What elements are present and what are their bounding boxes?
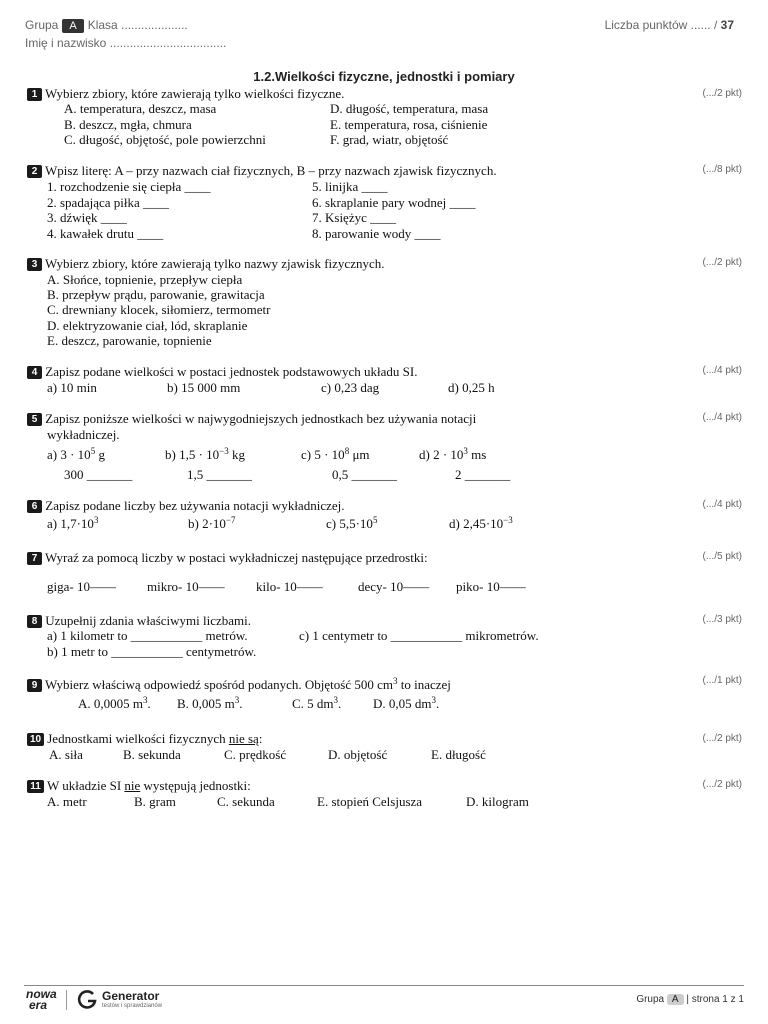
answer-blank[interactable]: 2 _______ <box>455 467 511 482</box>
points-badge: (.../4 pkt) <box>702 499 742 510</box>
option: a) $1,7\cdot 10^3$ <box>47 515 99 531</box>
option: c) 1 centymetr to ___________ mikrometrów. <box>299 628 539 643</box>
option: b) $1,5 \cdot 10^{-3}$ kg <box>165 446 245 462</box>
option: b) $2\cdot 10^{-7}$ <box>188 515 236 531</box>
option: decy- 10—— <box>358 579 430 594</box>
option: B. deszcz, mgła, chmura <box>64 117 192 132</box>
question-2 <box>27 163 497 179</box>
answer-blank[interactable]: 300 _______ <box>64 467 133 482</box>
question-text: Wpisz literę: A – przy nazwach ciał fizycznych, B – przy nazwach zjawisk fizycznych. <box>45 163 497 178</box>
option: A. 0,0005 $m^3$. <box>78 695 151 711</box>
question-6 <box>27 498 345 514</box>
option: c) $5 \cdot 10^8$ μm <box>301 446 370 462</box>
option: A. siła <box>49 747 83 762</box>
option: 7. Księżyc ____ <box>312 210 397 225</box>
points-badge: (.../2 pkt) <box>702 733 742 744</box>
question-text: Zapisz poniższe wielkości w najwygodniejszych jednostkach bez używania notacji <box>45 411 477 426</box>
option: D. długość, temperatura, masa <box>330 101 489 116</box>
question-8 <box>27 613 251 629</box>
points-badge: (.../1 pkt) <box>702 675 742 686</box>
generator-subtitle: testów i sprawdzianów <box>102 1003 163 1009</box>
option: E. deszcz, parowanie, topnienie <box>47 333 212 348</box>
option: a) $3 \cdot 10^5$ g <box>47 446 105 462</box>
option: E. stopień Celsjusza <box>317 794 423 809</box>
option: 2. spadająca piłka ____ <box>47 195 170 210</box>
question-number: 3 <box>27 258 42 271</box>
option: E. temperatura, rosa, ciśnienie <box>330 117 488 132</box>
question-3 <box>27 256 385 272</box>
option: 3. dźwięk ____ <box>47 210 127 225</box>
option: D. 0,05 $dm^3$. <box>373 695 440 711</box>
question-11: 11 W układzie SI nie występują jednostki: <box>27 778 251 794</box>
option: C. 5 $dm^3$. <box>292 695 342 711</box>
option: D. objętość <box>328 747 388 762</box>
question-number: 11 <box>27 780 44 793</box>
footer-group-badge: A <box>667 994 684 1005</box>
points-badge: (.../4 pkt) <box>702 412 742 423</box>
option: a) 10 min <box>47 380 97 395</box>
option: 8. parowanie wody ____ <box>312 226 441 241</box>
group-class-line <box>25 18 188 33</box>
question-text: Uzupełnij zdania właściwymi liczbami. <box>45 613 252 628</box>
points-badge: (.../2 pkt) <box>702 257 742 268</box>
option: c) $5,5\cdot 10^5$ <box>326 515 378 531</box>
option: mikro- 10—— <box>147 579 225 594</box>
question-text: Wybierz zbiory, które zawierają tylko wielkości fizyczne. <box>45 86 345 101</box>
option: A. Słońce, topnienie, przepływ ciepła <box>47 272 243 287</box>
group-label: Grupa <box>25 18 59 32</box>
option: B. przepływ prądu, parowanie, grawitacja <box>47 287 265 302</box>
option: A. temperatura, deszcz, masa <box>64 101 217 116</box>
option: C. sekunda <box>217 794 275 809</box>
question-text: Wyraź za pomocą liczby w postaci wykładniczej następujące przedrostki: <box>45 550 428 565</box>
points-badge: (.../3 pkt) <box>702 614 742 625</box>
option: B. gram <box>134 794 176 809</box>
option: 1. rozchodzenie się ciepła ____ <box>47 179 211 194</box>
option: d) $2 \cdot 10^3$ ms <box>419 446 487 462</box>
option: 5. linijka ____ <box>312 179 388 194</box>
page-title: 1.2.Wielkości fizyczne, jednostki i pomiary <box>253 69 515 84</box>
question-number: 5 <box>27 413 42 426</box>
question-number: 2 <box>27 165 42 178</box>
option: B. 0,005 $m^3$. <box>177 695 243 711</box>
points-total: 37 <box>720 18 734 32</box>
option: d) 0,25 h <box>448 380 495 395</box>
option: C. długość, objętość, pole powierzchni <box>64 132 266 147</box>
option: A. metr <box>47 794 87 809</box>
class-field: Klasa .................... <box>87 18 188 32</box>
points-badge: (.../2 pkt) <box>702 779 742 790</box>
question-4 <box>27 364 417 380</box>
option: piko- 10—— <box>456 579 526 594</box>
question-9: 9 Wybierz właściwą odpowiedź spośród podanych. Objętość 500 $cm^3$ to inaczej <box>27 677 451 693</box>
points-badge: (.../5 pkt) <box>702 551 742 562</box>
question-text: Zapisz podane liczby bez używania notacji wykładniczej. <box>45 498 345 513</box>
option: C. drewniany klocek, siłomierz, termometr <box>47 302 271 317</box>
question-10: 10 Jednostkami wielkości fizycznych nie są: <box>27 731 262 747</box>
option: c) 0,23 dag <box>321 380 380 395</box>
question-number: 9 <box>27 679 42 692</box>
option: a) 1 kilometr to ___________ metrów. <box>47 628 248 643</box>
points-badge: (.../4 pkt) <box>702 365 742 376</box>
question-1 <box>27 86 344 102</box>
option: giga- 10—— <box>47 579 116 594</box>
option: 6. skraplanie pary wodnej ____ <box>312 195 476 210</box>
page-number: | strona 1 z 1 <box>686 994 744 1005</box>
option: F. grad, wiatr, objętość <box>330 132 449 147</box>
question-number: 4 <box>27 366 42 379</box>
question-text: Zapisz podane wielkości w postaci jednostek podstawowych układu SI. <box>45 364 418 379</box>
generator-icon <box>76 989 98 1016</box>
option: d) $2,45\cdot 10^{-3}$ <box>449 515 513 531</box>
generator-title: Generator <box>102 989 160 1003</box>
option: D. elektryzowanie ciał, lód, skraplanie <box>47 318 248 333</box>
points-badge: (.../2 pkt) <box>702 88 742 99</box>
question-number: 7 <box>27 552 42 565</box>
option: C. prędkość <box>224 747 287 762</box>
question-number: 8 <box>27 615 42 628</box>
points-badge: (.../8 pkt) <box>702 164 742 175</box>
question-7 <box>27 550 428 566</box>
option: B. sekunda <box>123 747 181 762</box>
points-label: Liczba punktów ...... / <box>604 18 718 32</box>
question-number: 10 <box>27 733 44 746</box>
question-text-continued: wykładniczej. <box>47 427 120 442</box>
option: b) 1 metr to ___________ centymetrów. <box>47 644 257 659</box>
option: E. długość <box>431 747 486 762</box>
question-number: 1 <box>27 88 42 101</box>
logo-divider <box>66 990 67 1010</box>
nowa-era-logo: nowa era <box>26 987 57 1012</box>
name-field: Imię i nazwisko ................................... <box>25 36 227 50</box>
option: 4. kawałek drutu ____ <box>47 226 164 241</box>
option: D. kilogram <box>466 794 529 809</box>
option: kilo- 10—— <box>256 579 323 594</box>
question-text: Wybierz zbiory, które zawierają tylko nazwy zjawisk fizycznych. <box>45 256 385 271</box>
answer-blank[interactable]: 1,5 _______ <box>187 467 252 482</box>
footer-divider <box>24 985 744 986</box>
answer-blank[interactable]: 0,5 _______ <box>332 467 397 482</box>
option: b) 15 000 mm <box>167 380 241 395</box>
question-number: 6 <box>27 500 42 513</box>
footer-page-info: Grupa A | strona 1 z 1 <box>636 994 744 1005</box>
question-5 <box>27 411 476 427</box>
points-line <box>605 18 734 32</box>
group-badge: A <box>62 19 83 33</box>
